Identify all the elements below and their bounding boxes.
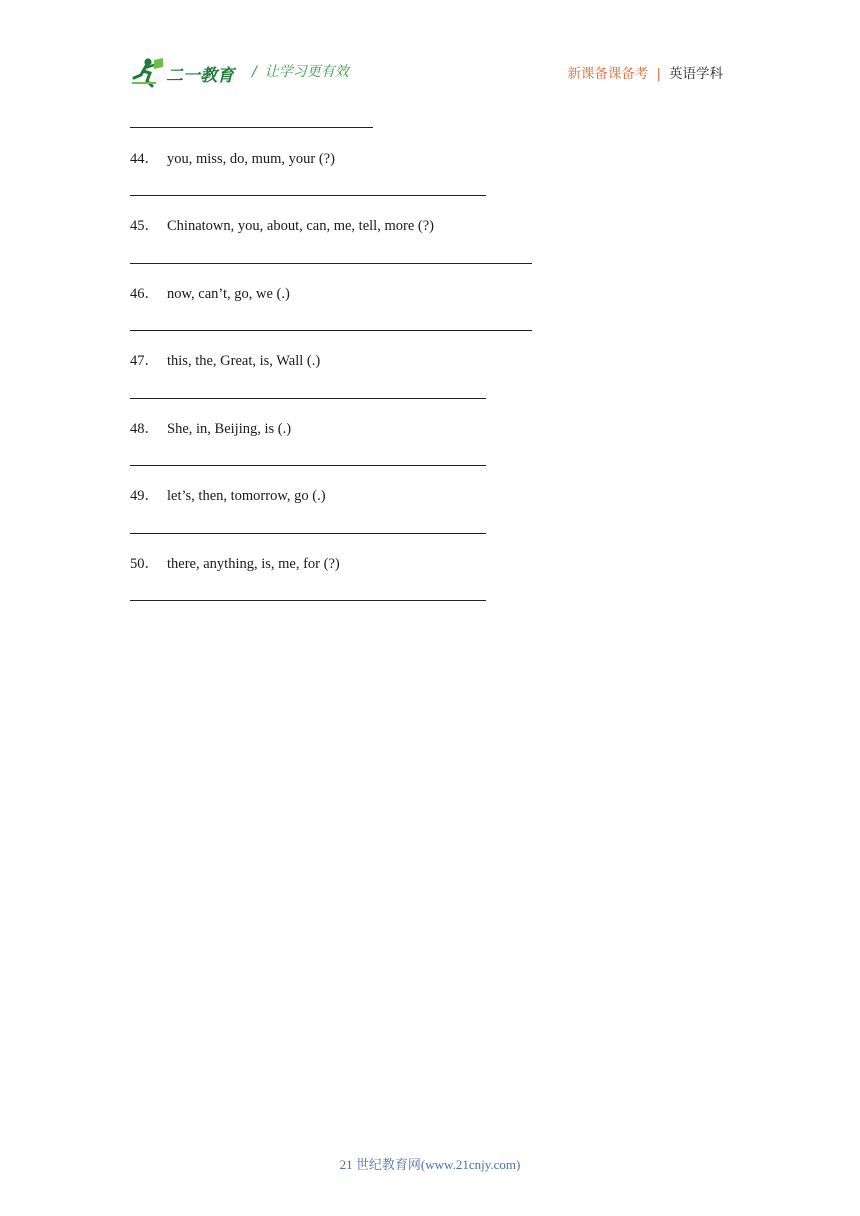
question-item (130, 214, 434, 235)
question-number: 49． (130, 488, 159, 504)
question-number: 44． (130, 151, 159, 167)
question-text: there, anything, is, me, for (?) (167, 556, 340, 572)
answer-line[interactable] (130, 263, 532, 264)
question-number: 46． (130, 286, 159, 302)
question-text: this, the, Great, is, Wall (.) (167, 353, 321, 369)
header-separator: | (656, 66, 661, 82)
question-text: now, can’t, go, we (.) (167, 286, 290, 302)
question-text: let’s, then, tomorrow, go (.) (167, 488, 326, 504)
answer-line[interactable] (130, 127, 373, 128)
page-header (0, 0, 860, 100)
header-slogan (252, 61, 349, 81)
question-text: She, in, Beijing, is (.) (167, 421, 292, 437)
subject-label: 英语学科 (669, 66, 723, 82)
footer-text: 21 世纪教育网(www.21cnjy.com) (339, 1157, 521, 1172)
question-number: 48． (130, 421, 159, 437)
answer-line[interactable] (130, 465, 486, 466)
question-item (130, 417, 291, 438)
question-item (130, 484, 326, 505)
brand-logo (130, 56, 242, 90)
answer-line[interactable] (130, 330, 532, 331)
question-text: Chinatown, you, about, can, me, tell, more (?) (167, 218, 434, 234)
question-text: you, miss, do, mum, your (?) (167, 151, 335, 167)
answer-line[interactable] (130, 600, 486, 601)
running-man-logo-icon (130, 56, 242, 90)
question-item (130, 282, 290, 303)
question-item (130, 552, 340, 573)
question-item (130, 147, 335, 168)
answer-line[interactable] (130, 533, 486, 534)
answer-line[interactable] (130, 195, 486, 196)
question-item (130, 349, 320, 370)
slogan-slash: / (252, 64, 257, 80)
question-number: 47． (130, 353, 159, 369)
question-number: 45． (130, 218, 159, 234)
course-label: 新课备课备考 (567, 66, 649, 82)
answer-line[interactable] (130, 398, 486, 399)
question-number: 50． (130, 556, 159, 572)
logo-wordmark: 二一教育 (166, 66, 234, 86)
page-footer (0, 1154, 860, 1173)
slogan-text: 让学习更有效 (264, 64, 349, 80)
header-subject-info (567, 62, 723, 82)
